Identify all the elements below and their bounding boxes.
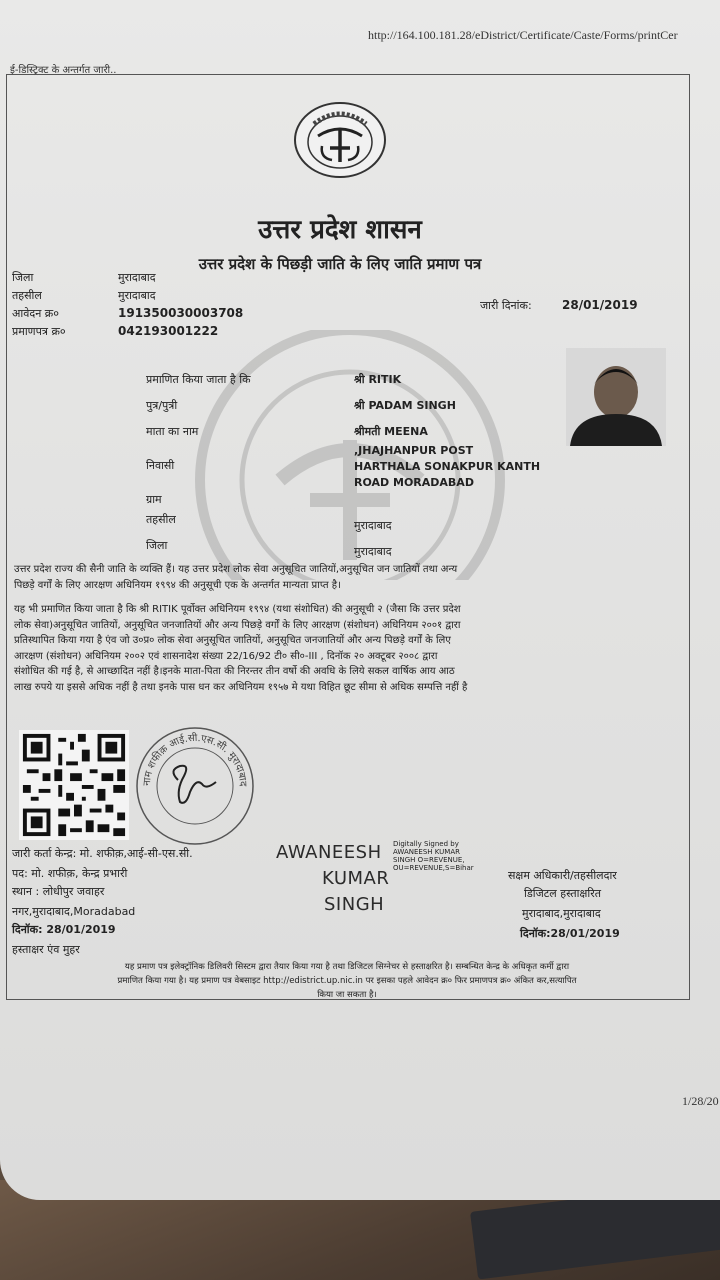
- paragraph-2-line: लोक सेवा)अनुसूचित जातियों, अनुसूचित जनजातियों और अन्य पिछड़े वर्गों के लिए आरक्षण (संशोधन) अधिनियम २००१ द्वारा: [14, 619, 461, 631]
- certificate-label: प्रमाणपत्र क्र०: [12, 325, 66, 338]
- paragraph-2: [14, 602, 680, 695]
- father-name: श्री PADAM SINGH: [354, 399, 456, 412]
- paragraph-2-line: संशोधित की गई है, से आच्छादित नहीं है।इनके माता-पिता की निरन्तर तीन वर्षो की अवधि के लिये सकल वार्षिक आय आठ: [14, 666, 455, 677]
- digital-sign-text: Digitally Signed by: [393, 840, 459, 848]
- application-label: आवेदन क्र०: [12, 307, 59, 320]
- tehsil-label: तहसील: [12, 289, 42, 302]
- tehsil-value: मुरादाबाद: [118, 289, 156, 302]
- issuer-sign-label: हस्ताक्षर एंव मुहर: [12, 943, 80, 956]
- edistrict-note: ई-डिस्ट्रिक्ट के अन्तर्गत जारी..: [10, 65, 117, 76]
- mother-label: माता का नाम: [146, 425, 199, 438]
- address-line2: HARTHALA SONAKPUR KANTH: [354, 460, 541, 473]
- print-date: 1/28/20: [682, 1094, 719, 1108]
- print-url: http://164.100.181.28/eDistrict/Certificate/Caste/Forms/printCer: [368, 28, 678, 42]
- authority-place: मुरादाबाद,मुरादाबाद: [522, 907, 601, 920]
- footer-line: प्रमाणित किया गया है। यह प्रमाण पत्र वेबसाइट http://edistrict.up.nic.in पर इसका पहले आवेदन क्र० फिर प्रमाणपत्र क्र० अंकित कर,सत्यापित: [117, 976, 577, 986]
- certified-label: प्रमाणित किया जाता है कि: [146, 373, 251, 386]
- issue-date-label: जारी दिनांक:: [480, 299, 532, 312]
- address-line1: ,JHAJHANPUR POST: [354, 444, 474, 457]
- paragraph-2-line: आरक्षण (संशोधन) अधिनियम २००२ एवं शासनादेश संख्या 22/16/92 टी० सी०-III , दिनॉक २० अक्टूबर २००८ द्वारा: [14, 650, 438, 662]
- applicant-photo: [566, 348, 666, 446]
- authority-date: दिनॉक:28/01/2019: [520, 927, 620, 940]
- certificate-subtitle: उत्तर प्रदेश के पिछड़ी जाति के लिए जाति प्रमाण पत्र: [198, 255, 482, 273]
- digital-sign-detail: [393, 840, 474, 872]
- issuer-date: दिनॉक: 28/01/2019: [12, 923, 116, 936]
- authority-signed: डिजिटल हस्ताक्षरित: [524, 887, 601, 900]
- district-label: जिला: [12, 271, 34, 284]
- signer-name-line3: SINGH: [324, 894, 385, 915]
- parent-label: पुत्र/पुत्री: [146, 399, 178, 412]
- address-label: निवासी: [146, 459, 175, 472]
- paragraph-1-line: उत्तर प्रदेश राज्य की सैनी जाति के व्यक्ति हैं। यह उत्तर प्रदेश लोक सेवा अनुसूचित जातियों,अनुसूचित जन जातियों तथा अन्य: [14, 564, 458, 575]
- paragraph-2-line: प्रतिस्थापित किया गया है एंव जो उ०प्र० लोक सेवा अनुसूचित जातियों, अनुसूचित जनजातियों और अन्य पिछड़े वर्गों के लिए: [14, 635, 451, 646]
- footer-note: [14, 960, 680, 1002]
- signer-name-line2: KUMAR: [322, 868, 390, 889]
- footer-line: किया जा सकता है।: [317, 990, 377, 1000]
- qr-code-icon: [18, 730, 130, 840]
- certificate-title: उत्तर प्रदेश शासन: [258, 215, 422, 245]
- paragraph-1: [14, 562, 680, 593]
- authority-title: सक्षम अधिकारी/तहसीलदार: [508, 869, 617, 882]
- seal-text: नाम शफीक़ आई.सी.एस.सी. मुरादाबाद: [141, 732, 249, 787]
- digital-sign-text: OU=REVENUE,S=Bihar: [393, 864, 474, 872]
- center-seal-stamp: [130, 722, 260, 850]
- person-district-label: जिला: [146, 539, 168, 552]
- district-value: मुरादाबाद: [118, 271, 156, 284]
- mother-name: श्रीमती MEENA: [354, 425, 428, 438]
- signer-name-line1: AWANEESH: [276, 842, 382, 863]
- footer-line: यह प्रमाण पत्र इलेक्ट्रॉनिक डिलिवरी सिस्टम द्वारा तैयार किया गया है तथा डिजिटल सिग्नेचर से हस्ताक्षरित है। सम्बन्धित केन्द्र के अधिकृत कर्मी द्वारा: [124, 962, 570, 972]
- paragraph-2-line: लाख रुपये या इससे अधिक नहीं है तथा इनके पास धन कर अधिनियम १९५७ मे यथा विहित छूट सीमा से अधिक सम्पत्ति नहीं है: [14, 681, 468, 693]
- issuer-designation: पद: मो. शफीक़, केन्द्र प्रभारी: [12, 867, 128, 880]
- issuer-center: जारी कर्ता केन्द्र: मो. शफीक़,आई-सी-एस.सी.: [12, 847, 193, 860]
- person-tehsil-label: तहसील: [146, 513, 176, 526]
- digital-sign-text: AWANEESH KUMAR: [393, 848, 460, 856]
- up-government-emblem-icon: [292, 100, 388, 180]
- person-tehsil-value: मुरादाबाद: [354, 519, 392, 532]
- digital-sign-text: SINGH O=REVENUE,: [393, 856, 465, 864]
- paragraph-1-line: पिछड़े वर्गों के लिए आरक्षण अधिनियम १९९४ की अनुसूची एक के अन्तर्गत मान्यता प्राप्त है।: [14, 579, 341, 591]
- issuer-place: स्थान : लोधीपुर जवाहर: [12, 885, 105, 898]
- issuer-city: नगर,मुरादाबाद,Moradabad: [12, 905, 136, 918]
- issue-date-value: 28/01/2019: [562, 298, 638, 312]
- certificate-number: 042193001222: [118, 324, 219, 338]
- paragraph-2-line: यह भी प्रमाणित किया जाता है कि श्री RITIK पूर्वोक्त अधिनियम १९९४ (यथा संशोधित) की अनुसूची २ (जैसा कि उत्तर प्रदेश: [14, 604, 461, 615]
- village-label: ग्राम: [146, 493, 162, 506]
- applicant-name: श्री RITIK: [354, 373, 402, 386]
- watermark-emblem-icon: [160, 330, 540, 580]
- application-number: 191350030003708: [118, 306, 244, 320]
- address-line3: ROAD MORADABAD: [354, 476, 474, 489]
- person-district-value: मुरादाबाद: [354, 545, 392, 558]
